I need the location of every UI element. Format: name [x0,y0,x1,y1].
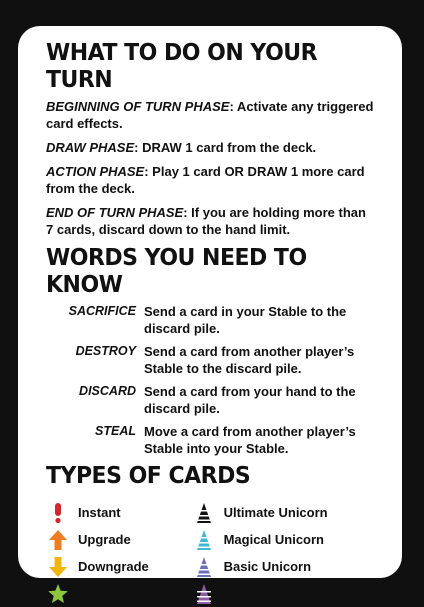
type-basic-unicorn: Basic Unicorn [192,553,376,580]
card-types-legend [46,499,376,607]
glossary-definition: Send a card from another player’s Stable to the discard pile. [144,344,355,376]
type-upgrade: Upgrade [46,526,192,553]
type-instant: Instant [46,499,192,526]
basic-unicorn-horn-icon [192,557,216,577]
type-ultimate-unicorn: Ultimate Unicorn [192,499,376,526]
exclamation-icon [46,503,70,523]
glossary-term: DESTROY [75,344,136,358]
glossary-item-steal [46,423,376,457]
card-types-left-column [46,499,192,607]
glossary-definition: Send a card in your Stable to the discard pile. [144,304,347,336]
ultimate-unicorn-horn-icon [192,503,216,523]
phase-end: END OF TURN PHASE: If you are holding more than 7 cards, discard down to the hand limit. [46,205,366,237]
types-heading: TYPES OF CARDS [46,463,251,490]
card-types-right-column [192,499,376,607]
glossary-term: DISCARD [79,384,136,398]
glossary-term: SACRIFICE [68,304,136,318]
glossary-item-discard [46,383,376,417]
turn-heading: WHAT TO DO ON YOUR TURN [46,40,318,94]
magical-unicorn-horn-icon [192,530,216,550]
arrow-up-icon [46,530,70,550]
words-heading: WORDS YOU NEED TO KNOW [46,245,307,299]
phase-draw: DRAW PHASE: DRAW 1 card from the deck. [46,140,317,155]
phase-action: ACTION PHASE: Play 1 card OR DRAW 1 more card from the deck. [46,164,365,196]
glossary-item-destroy [46,343,376,377]
baby-unicorn-horn-icon [192,584,216,604]
type-baby-unicorn: Baby Unicorn [192,580,376,607]
arrow-down-icon [46,557,70,577]
glossary-definition: Send a card from your hand to the discard pile. [144,384,356,416]
type-downgrade: Downgrade [46,553,192,580]
glossary-term: STEAL [95,424,136,438]
type-magical-unicorn: Magical Unicorn [192,526,376,553]
reference-card [18,26,402,601]
glossary-definition: Move a card from another player’s Stable into your Stable. [144,424,356,456]
phase-beginning: BEGINNING OF TURN PHASE: Activate any triggered card effects. [46,99,374,131]
type-magic: Magic [46,580,192,607]
phase-list [46,98,376,238]
glossary-list [46,303,376,457]
star-icon [46,584,70,604]
glossary-item-sacrifice [46,303,376,337]
